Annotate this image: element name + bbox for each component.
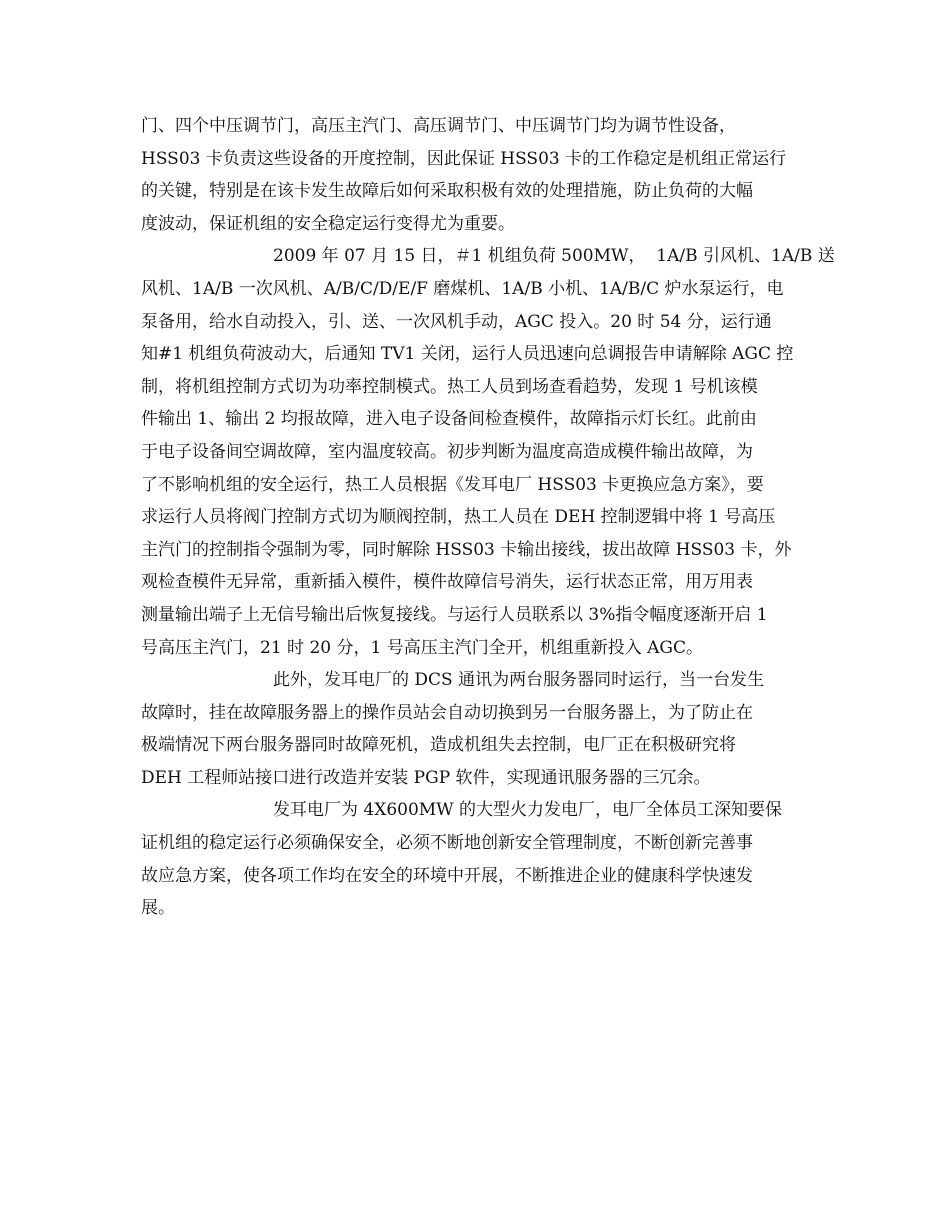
- paragraph-conclusion: [141, 794, 813, 924]
- text-line: 极端情况下两台服务器同时故障死机，造成机组失去控制，电厂正在积极研究将: [141, 735, 736, 756]
- paragraph-incident-report: [141, 240, 835, 664]
- document-body: [141, 110, 835, 925]
- text-line: 泵备用，给水自动投入，引、送、一次风机手动，AGC 投入。20 时 54 分，运行通: [141, 311, 772, 332]
- text-line: 求运行人员将阀门控制方式切为顺阀控制，热工人员在 DEH 控制逻辑中将 1 号高压: [141, 507, 776, 528]
- text-line: 故障时，挂在故障服务器上的操作员站会自动切换到另一台服务器上，为了防止在: [141, 702, 753, 723]
- text-line: 号高压主汽门，21 时 20 分，1 号高压主汽门全开，机组重新投入 AGC。: [141, 637, 703, 658]
- text-line: 度波动，保证机组的安全稳定运行变得尤为重要。: [141, 213, 515, 234]
- text-line: 知#1 机组负荷波动大，后通知 TV1 关闭，运行人员迅速向总调报告申请解除 AGC 控: [141, 344, 794, 365]
- text-line: 测量输出端子上无信号输出后恢复接线。与运行人员联系以 3%指令幅度逐渐开启 1: [141, 604, 768, 625]
- text-line: 主汽门的控制指令强制为零，同时解除 HSS03 卡输出接线，拔出故障 HSS03 卡，外: [141, 539, 792, 560]
- text-line: 风机、1A/B 一次风机、A/B/C/D/E/F 磨煤机、1A/B 小机、1A/B/C 炉水泵运行，电: [141, 278, 784, 299]
- text-line: 观检查模件无异常，重新插入模件，模件故障信号消失，运行状态正常，用万用表: [141, 572, 753, 593]
- text-line: 证机组的稳定运行必须确保安全，必须不断地创新安全管理制度，不断创新完善事: [141, 833, 753, 854]
- text-line: 展。: [141, 898, 175, 919]
- paragraph-valve-control: [141, 110, 813, 240]
- text-line: 此外，发耳电厂的 DCS 通讯为两台服务器同时运行，当一台发生: [273, 670, 765, 691]
- text-line: 于电子设备间空调故障，室内温度较高。初步判断为温度高造成模件输出故障，为: [141, 441, 753, 462]
- text-line: 门、四个中压调节门，高压主汽门、高压调节门、中压调节门均为调节性设备，: [141, 116, 736, 136]
- text-line: 件输出 1、输出 2 均报故障，进入电子设备间检查模件，故障指示灯长红。此前由: [141, 409, 757, 430]
- paragraph-dcs-servers: [141, 664, 813, 794]
- text-line: 2009 年 07 月 15 日，＃1 机组负荷 500MW， 1A/B 引风机、1A/B 送: [273, 246, 835, 267]
- text-line: 的关键，特别是在该卡发生故障后如何采取积极有效的处理措施，防止负荷的大幅: [141, 181, 753, 202]
- text-line: 故应急方案，使各项工作均在安全的环境中开展，不断推进企业的健康科学快速发: [141, 865, 753, 886]
- text-line: 制，将机组控制方式切为功率控制模式。热工人员到场查看趋势，发现 1 号机该模: [141, 376, 758, 397]
- text-line: 发耳电厂为 4X600MW 的大型火力发电厂，电厂全体员工深知要保: [273, 800, 783, 821]
- text-line: DEH 工程师站接口进行改造并安装 PGP 软件，实现通讯服务器的三冗余。: [141, 767, 711, 788]
- text-line: HSS03 卡负责这些设备的开度控制，因此保证 HSS03 卡的工作稳定是机组正常运行: [141, 148, 787, 169]
- text-line: 了不影响机组的安全运行，热工人员根据《发耳电厂 HSS03 卡更换应急方案》，要: [141, 474, 764, 495]
